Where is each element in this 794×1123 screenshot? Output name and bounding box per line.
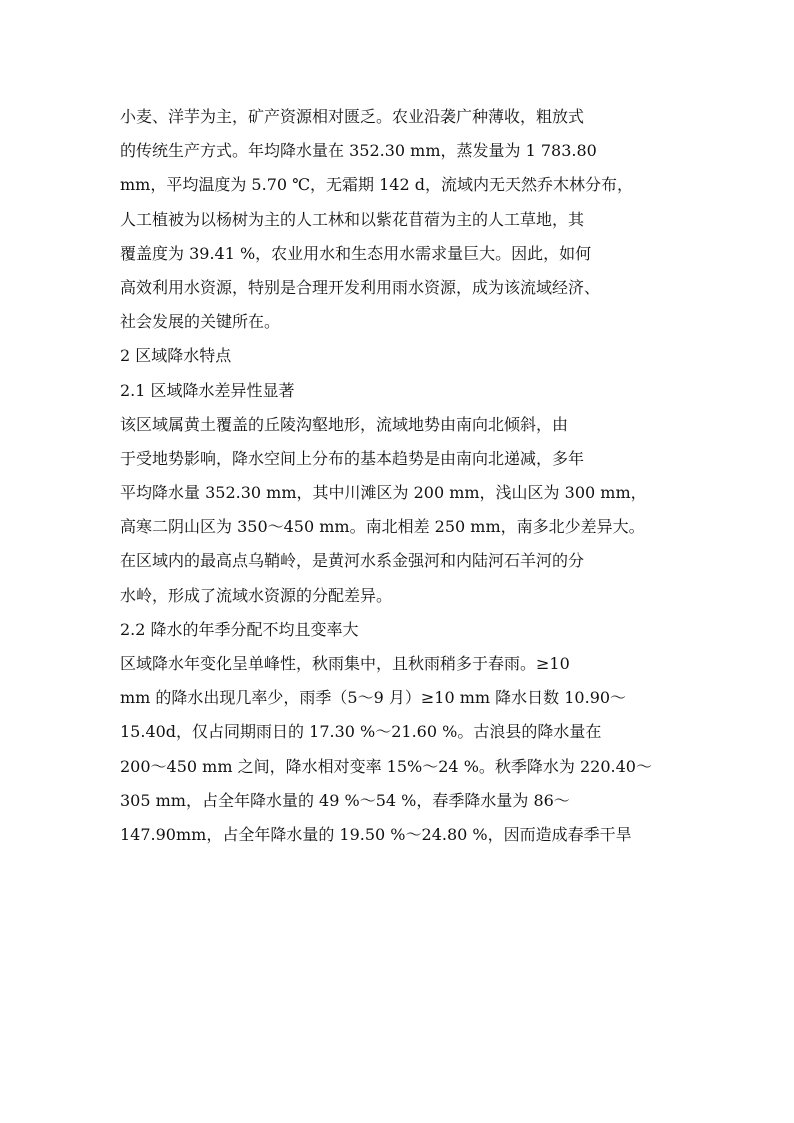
paragraph-line: 社会发展的关键所在。 <box>120 312 281 332</box>
subsection-heading: 2.1 区域降水差异性显著 <box>120 380 295 400</box>
paragraph-line: mm 的降水出现几率少，雨季（5～9 月）≥10 mm 降水日数 10.90～ <box>120 688 627 708</box>
paragraph-line: 15.40d，仅占同期雨日的 17.30 %～21.60 %。古浪县的降水量在 <box>120 722 602 742</box>
paragraph-line: mm，平均温度为 5.70 ℃，无霜期 142 d，流域内无天然乔木林分布， <box>120 175 633 195</box>
paragraph-line: 区域降水年变化呈单峰性，秋雨集中，且秋雨稍多于春雨。≥10 <box>120 654 570 673</box>
paragraph-line: 人工植被为以杨树为主的人工林和以紫花苜蓿为主的人工草地，其 <box>120 209 585 229</box>
section-heading: 2 区域降水特点 <box>120 346 232 366</box>
subsection-heading: 2.2 降水的年季分配不均且变率大 <box>120 619 359 639</box>
paragraph-line: 的传统生产方式。年均降水量在 352.30 mm，蒸发量为 1 783.80 <box>120 141 597 161</box>
body-text <box>120 100 680 852</box>
paragraph-line: 高效利用水资源，特别是合理开发利用雨水资源，成为该流域经济、 <box>120 277 601 297</box>
paragraph-line: 平均降水量 352.30 mm，其中川滩区为 200 mm，浅山区为 300 mm， <box>120 483 647 503</box>
paragraph-line: 于受地势影响，降水空间上分布的基本趋势是由南向北递减，多年 <box>120 448 585 468</box>
paragraph-line: 覆盖度为 39.41 %，农业用水和生态用水需求量巨大。因此，如何 <box>120 243 592 263</box>
paragraph-line: 水岭，形成了流域水资源的分配差异。 <box>120 585 393 605</box>
paragraph-line: 147.90mm，占全年降水量的 19.50 %～24.80 %，因而造成春季干旱 <box>120 824 632 844</box>
paragraph-line: 小麦、洋芋为主，矿产资源相对匮乏。农业沿袭广种薄收，粗放式 <box>120 107 585 126</box>
paragraph-line: 200～450 mm 之间，降水相对变率 15%～24 %。秋季降水为 220.40～ <box>120 756 652 776</box>
paragraph-line: 该区域属黄土覆盖的丘陵沟壑地形，流域地势由南向北倾斜，由 <box>120 414 569 434</box>
paragraph-line: 305 mm，占全年降水量的 49 %～54 %，春季降水量为 86～ <box>120 790 570 810</box>
paragraph-line: 高寒二阴山区为 350～450 mm。南北相差 250 mm，南多北少差异大。 <box>120 517 645 537</box>
paragraph-line: 在区域内的最高点乌鞘岭，是黄河水系金强河和内陆河石羊河的分 <box>120 551 585 571</box>
